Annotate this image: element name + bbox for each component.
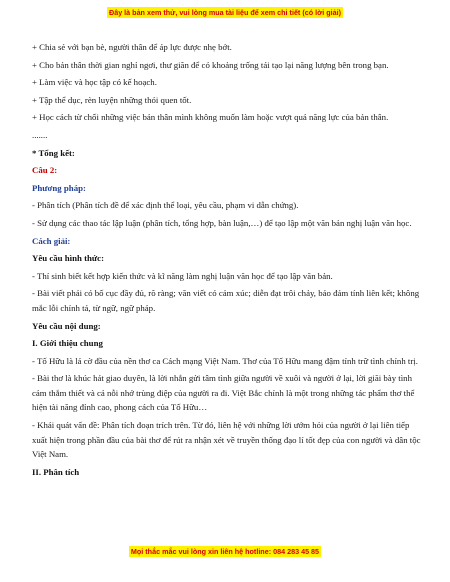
paragraph: + Chia sẻ với bạn bè, người thân để áp lực được nhẹ bớt. xyxy=(32,42,232,52)
paragraph: + Cho bản thân thời gian nghỉ ngơi, thư giãn để có khoảng trống tái tạo lại năng lượng bên trong bạn. xyxy=(32,59,389,70)
document-body xyxy=(32,40,424,482)
paragraph: - Sử dụng các thao tác lập luận (phân tích, tổng hợp, bàn luận,…) để tạo lập một văn bản nghị luận văn học. xyxy=(32,217,412,228)
paragraph: + Làm việc và học tập có kế hoạch. xyxy=(32,77,157,88)
paragraph: + Tập thể dục, rèn luyện những thói quen tốt. xyxy=(32,94,192,105)
solution-heading: Cách giải: xyxy=(32,235,71,246)
summary-heading: * Tổng kết: xyxy=(32,147,75,158)
method-heading: Phương pháp: xyxy=(32,182,86,193)
paragraph: - Tố Hữu là lá cờ đầu của nền thơ ca Cách mạng Việt Nam. Thơ của Tố Hữu mang đậm tính trữ tình chính trị. xyxy=(32,355,418,366)
section-heading-analysis: II. Phân tích xyxy=(32,466,80,477)
preview-notice-text: Đây là bản xem thử, vui lòng mua tài liệu để xem chi tiết (có lời giải) xyxy=(109,8,341,17)
paragraph: - Khái quát vấn đề: Phân tích đoạn trích trên. Từ đó, liên hệ với những lời ướm hỏi của người ở lại liên tiếp xuất hiện trong phần đầu của bài thơ để rút ra nhận xét về truyền thống đạo lí tốt đẹp của con người và dân tộc Việt Nam. xyxy=(32,420,421,460)
form-requirements-heading: Yêu cầu hình thức: xyxy=(32,253,104,264)
content-requirements-heading: Yêu cầu nội dung: xyxy=(32,320,101,331)
hotline-banner xyxy=(0,547,450,556)
paragraph: + Học cách từ chối những việc bản thân mình không muốn làm hoặc vượt quá năng lực của bản thân. xyxy=(32,112,389,123)
question-heading: Câu 2: xyxy=(32,165,58,176)
paragraph: - Bài thơ là khúc hát giao duyên, là lời nhắn gửi tâm tình giữa người về xuôi và người ở lại, lời giãi bày tình cảm thắm thiết và cả nỗi nhớ trùng điệp của người ra đi. Việt Bắc chính là một trong những tác phẩm thơ thể hiện tài năng đỉnh cao, phong cách của Tố Hữu… xyxy=(32,373,415,413)
section-heading-introduction: I. Giới thiệu chung xyxy=(32,338,103,349)
paragraph: - Thí sinh biết kết hợp kiến thức và kĩ năng làm nghị luận văn học để tạo lập văn bản. xyxy=(32,270,333,281)
paragraph: - Phân tích (Phân tích đề để xác định thể loại, yêu cầu, phạm vi dẫn chứng). xyxy=(32,200,299,211)
paragraph: - Bài viết phải có bố cục đầy đủ, rõ ràng; văn viết có cảm xúc; diễn đạt trôi chảy, bảo đảm tính liên kết; không mắc lỗi chính tả, từ ngữ, ngữ pháp. xyxy=(32,288,420,313)
ellipsis: ....... xyxy=(32,129,48,140)
preview-notice-banner xyxy=(0,8,450,17)
hotline-text: Mọi thắc mắc vui lòng xin liên hệ hotline: 084 283 45 85 xyxy=(130,547,320,556)
